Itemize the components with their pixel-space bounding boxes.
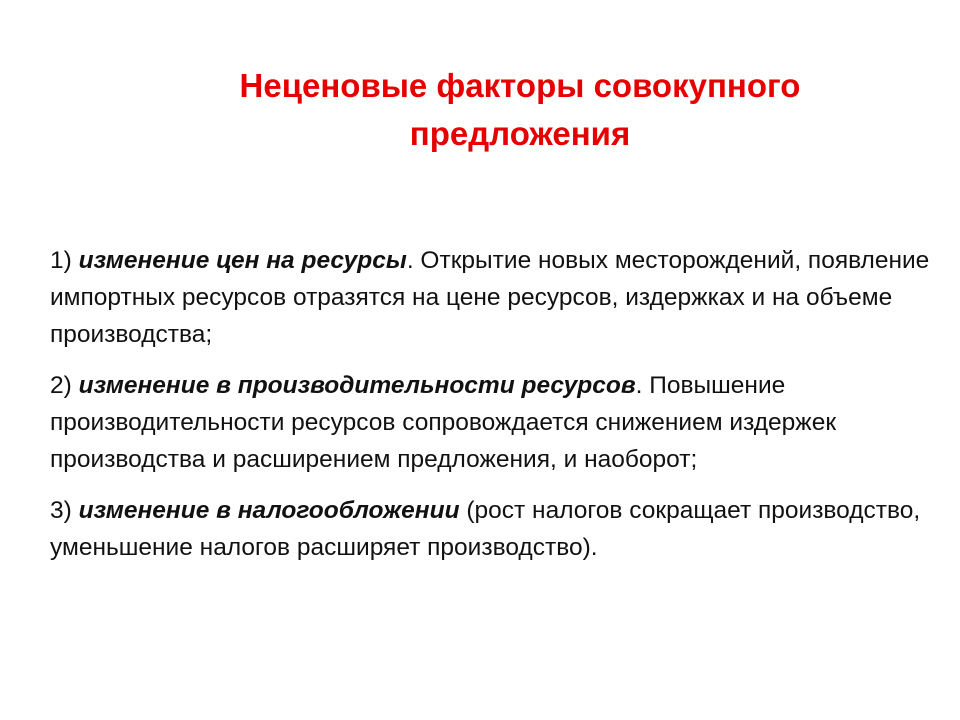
factor-text: . Открытие новых месторождений, появление импортных ресурсов отразятся на цене ресурсов, издержках и на объеме производства; <box>50 247 930 348</box>
factor-emphasis: изменение цен на ресурсы <box>78 247 407 274</box>
factor-item-2 <box>50 367 930 478</box>
factor-item-3 <box>50 492 930 566</box>
factor-emphasis: изменение в налогообложении <box>78 497 460 524</box>
factor-emphasis: изменение в производительности ресурсов <box>78 372 636 399</box>
slide-title-line-2: предложения <box>409 115 631 152</box>
factor-text: (рост налогов сокращает производство, уменьшение налогов расширяет производство). <box>50 497 921 561</box>
slide-title-line-1: Неценовые факторы совокупного <box>239 67 801 104</box>
factors-list <box>50 242 930 580</box>
slide-title <box>150 62 890 158</box>
factor-item-1 <box>50 242 930 353</box>
factor-number: 1) <box>50 247 72 274</box>
factor-number: 2) <box>50 372 72 399</box>
factor-text: . Повышение производительности ресурсов сопровождается снижением издержек производства и расширением предложения, и наоборот; <box>50 372 837 473</box>
factor-number: 3) <box>50 497 72 524</box>
